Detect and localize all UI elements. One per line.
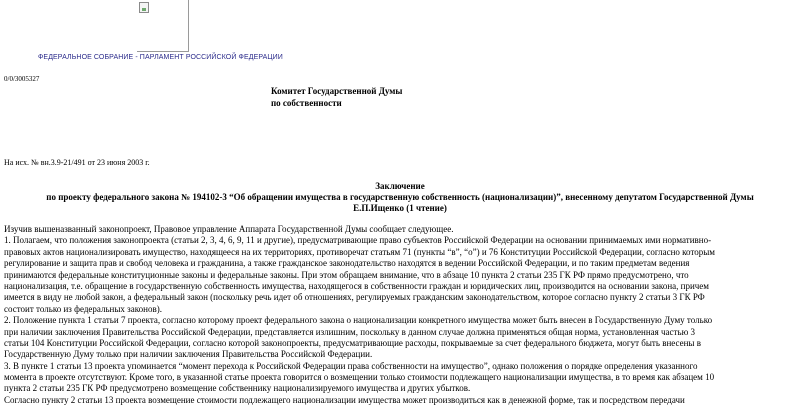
body-line: 1. Полагаем, что положения законопроекта (статьи 2, 3, 4, 6, 9, 11 и другие), предусматривающие право субъектов Российской Федерации на основании принимаемых ими нормативно-: [4, 235, 712, 246]
body-line: национализация, т.е. обращение в государственную собственность имущества, находящегося в собственности граждан и юридических лиц, производится на основании закона, причем: [4, 280, 709, 291]
body-line: момента в проекте отсутствуют. Кроме того, в указанной статье проекта говорится о возмещении только стоимости подлежащего национализации имущества, в то время как абзацем 10: [4, 372, 715, 383]
committee-block: [271, 85, 402, 109]
body-line: 2. Положение пункта 1 статьи 7 проекта, согласно которому проект федерального закона о национализации конкретного имущества может быть внесен в Государственную Думу только: [4, 315, 713, 326]
body-line: правовых актов национализировать имущество, находящееся на их территориях, противоречат статьям 71 (пункты “в”, “о”) и 76 Конституции Российской Федерации, согласно которым: [4, 246, 715, 257]
document-heading: [4, 181, 796, 214]
body-line: при наличии заключения Правительства Российской Федерации, представляется излишним, поскольку в данном случае должна применяться общая норма, установленная частью 3: [4, 326, 696, 337]
broken-image-icon: [139, 2, 149, 13]
body-line: статьи 104 Конституции Российской Федерации, согласно которой законопроекты, предусматривающие расходы, покрываемые за счет федерального бюджета, могут быть внесены в: [4, 337, 701, 348]
body-line: Согласно пункту 2 статьи 13 проекта возмещение стоимости подлежащего национализации имущества может производиться как в денежной форме, так и посредством передачи: [4, 394, 685, 405]
body-line: Государственную Думу только при наличии заключения Правительства Российской Федерации.: [4, 349, 373, 360]
document-body: [4, 224, 796, 406]
organization-header: ФЕДЕРАЛЬНОЕ СОБРАНИЕ - ПАРЛАМЕНТ РОССИЙСКОЙ ФЕДЕРАЦИИ: [38, 54, 283, 61]
body-line: пункта 2 статьи 235 ГК РФ предусмотрено возмещение собственнику национализируемого имущества и других убытков.: [4, 383, 471, 394]
committee-subject: по собственности: [271, 98, 342, 108]
document-subtitle-author: Е.П.Ищенко (1 чтение): [353, 203, 447, 213]
document-title: Заключение: [375, 181, 425, 191]
outgoing-reference: На исх. № вн.3.9-21/491 от 23 июня 2003 г.: [4, 158, 150, 167]
broken-image-placeholder: [137, 0, 189, 52]
body-line: принимаются федеральные конституционные законы и федеральные законы. При этом обращаем внимание, что в абзаце 10 пункта 2 статьи 235 ГК РФ прямо предусмотрено, что: [4, 269, 689, 280]
committee-name: Комитет Государственной Думы: [271, 86, 403, 96]
body-line: Изучив вышеназванный законопроект, Правовое управление Аппарата Государственной Думы сообщает следующее.: [4, 224, 454, 234]
body-line: имеется в виду не любой закон, а федеральный закон (поскольку речь идет об отношениях, регулируемых гражданским законодательством, которое согласно пункту 2 статьи 3 ГК РФ: [4, 292, 705, 303]
body-line: состоит только из федеральных законов).: [4, 303, 162, 314]
body-line: 3. В пункте 1 статьи 13 проекта упоминается “момент перехода к Российской Федерации права собственности на имущество”, однако положения о порядке определения указанного: [4, 360, 698, 371]
document-number: 0/0/3005327: [4, 75, 40, 83]
body-line: регулирование и защита прав и свобод человека и гражданина, а также гражданское законодательство находятся в ведении Российской Федерации, и по таким предметам ведения: [4, 258, 690, 269]
document-subtitle-line: по проекту федерального закона № 194102-3 “Об обращении имущества в государственную собственность (национализации)”, внесенному депутатом Государственной Думы: [46, 192, 754, 202]
